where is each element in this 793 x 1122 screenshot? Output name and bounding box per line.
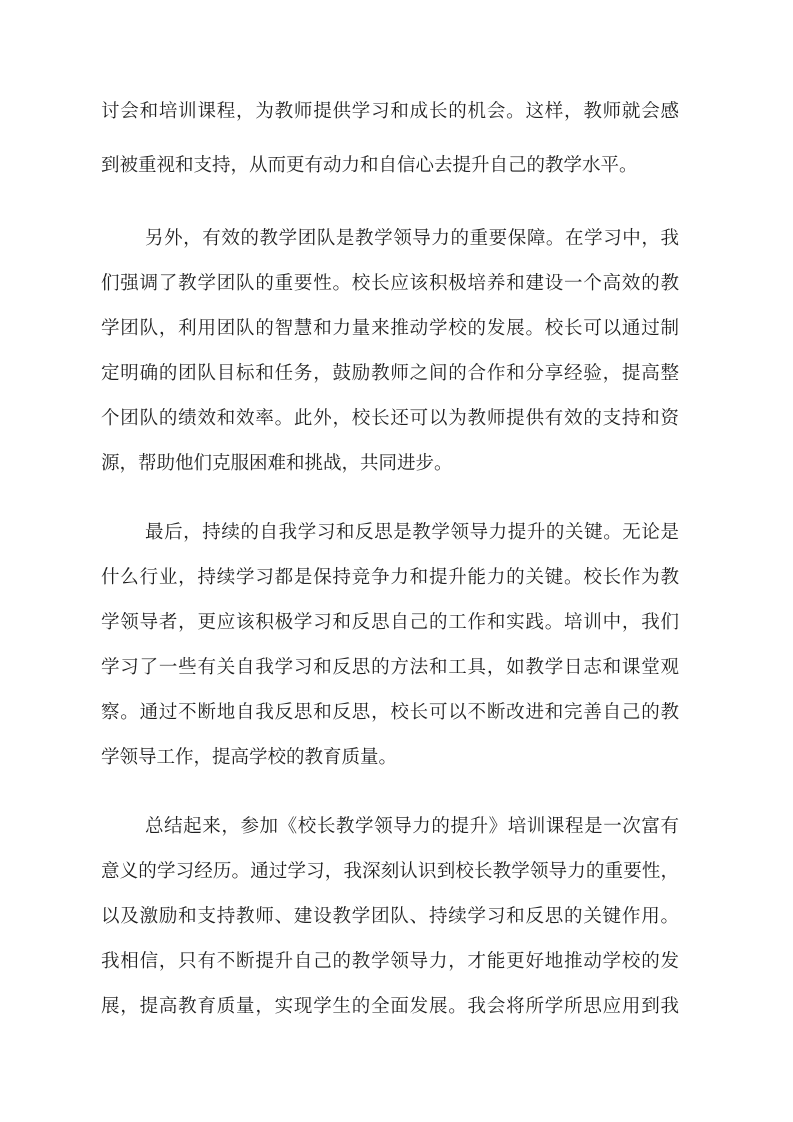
text-line: 意义的学习经历。通过学习，我深刻认识到校长教学领导力的重要性， [101, 862, 679, 882]
text-line: 另外，有效的教学团队是教学领导力的重要保障。在学习中，我 [145, 229, 679, 249]
text-line: 们强调了教学团队的重要性。校长应该积极培养和建设一个高效的教 [101, 274, 679, 294]
text-line: 学领导者，更应该积极学习和反思自己的工作和实践。培训中，我们 [101, 613, 679, 633]
text-line: 我相信，只有不断提升自己的教学领导力，才能更好地推动学校的发 [101, 952, 679, 972]
text-line: 总结起来，参加《校长教学领导力的提升》培训课程是一次富有 [145, 817, 679, 837]
text-line: 最后，持续的自我学习和反思是教学领导力提升的关键。无论是 [145, 523, 679, 543]
text-line: 察。通过不断地自我反思和反思，校长可以不断改进和完善自己的教 [101, 703, 679, 723]
text-line: 学团队，利用团队的智慧和力量来推动学校的发展。校长可以通过制 [101, 319, 679, 339]
paragraph [101, 85, 679, 193]
text-line: 讨会和培训课程，为教师提供学习和成长的机会。这样，教师就会感 [101, 102, 679, 122]
text-line: 学领导工作，提高学校的教育质量。 [101, 748, 398, 768]
paragraph [101, 217, 679, 487]
text-line: 个团队的绩效和效率。此外，校长还可以为教师提供有效的支持和资 [101, 409, 679, 429]
paragraph [101, 805, 679, 1030]
text-line: 以及激励和支持教师、建设教学团队、持续学习和反思的关键作用。 [101, 907, 679, 927]
text-line: 定明确的团队目标和任务，鼓励教师之间的合作和分享经验，提高整 [101, 364, 679, 384]
document-body [101, 85, 679, 1054]
text-line: 到被重视和支持，从而更有动力和自信心去提升自己的教学水平。 [101, 156, 638, 176]
text-line: 展，提高教育质量，实现学生的全面发展。我会将所学所思应用到我 [101, 997, 679, 1017]
paragraph [101, 511, 679, 781]
text-line: 源，帮助他们克服困难和挑战，共同进步。 [101, 454, 453, 474]
text-line: 什么行业，持续学习都是保持竞争力和提升能力的关键。校长作为教 [101, 568, 679, 588]
text-line: 学习了一些有关自我学习和反思的方法和工具，如教学日志和课堂观 [101, 658, 679, 678]
